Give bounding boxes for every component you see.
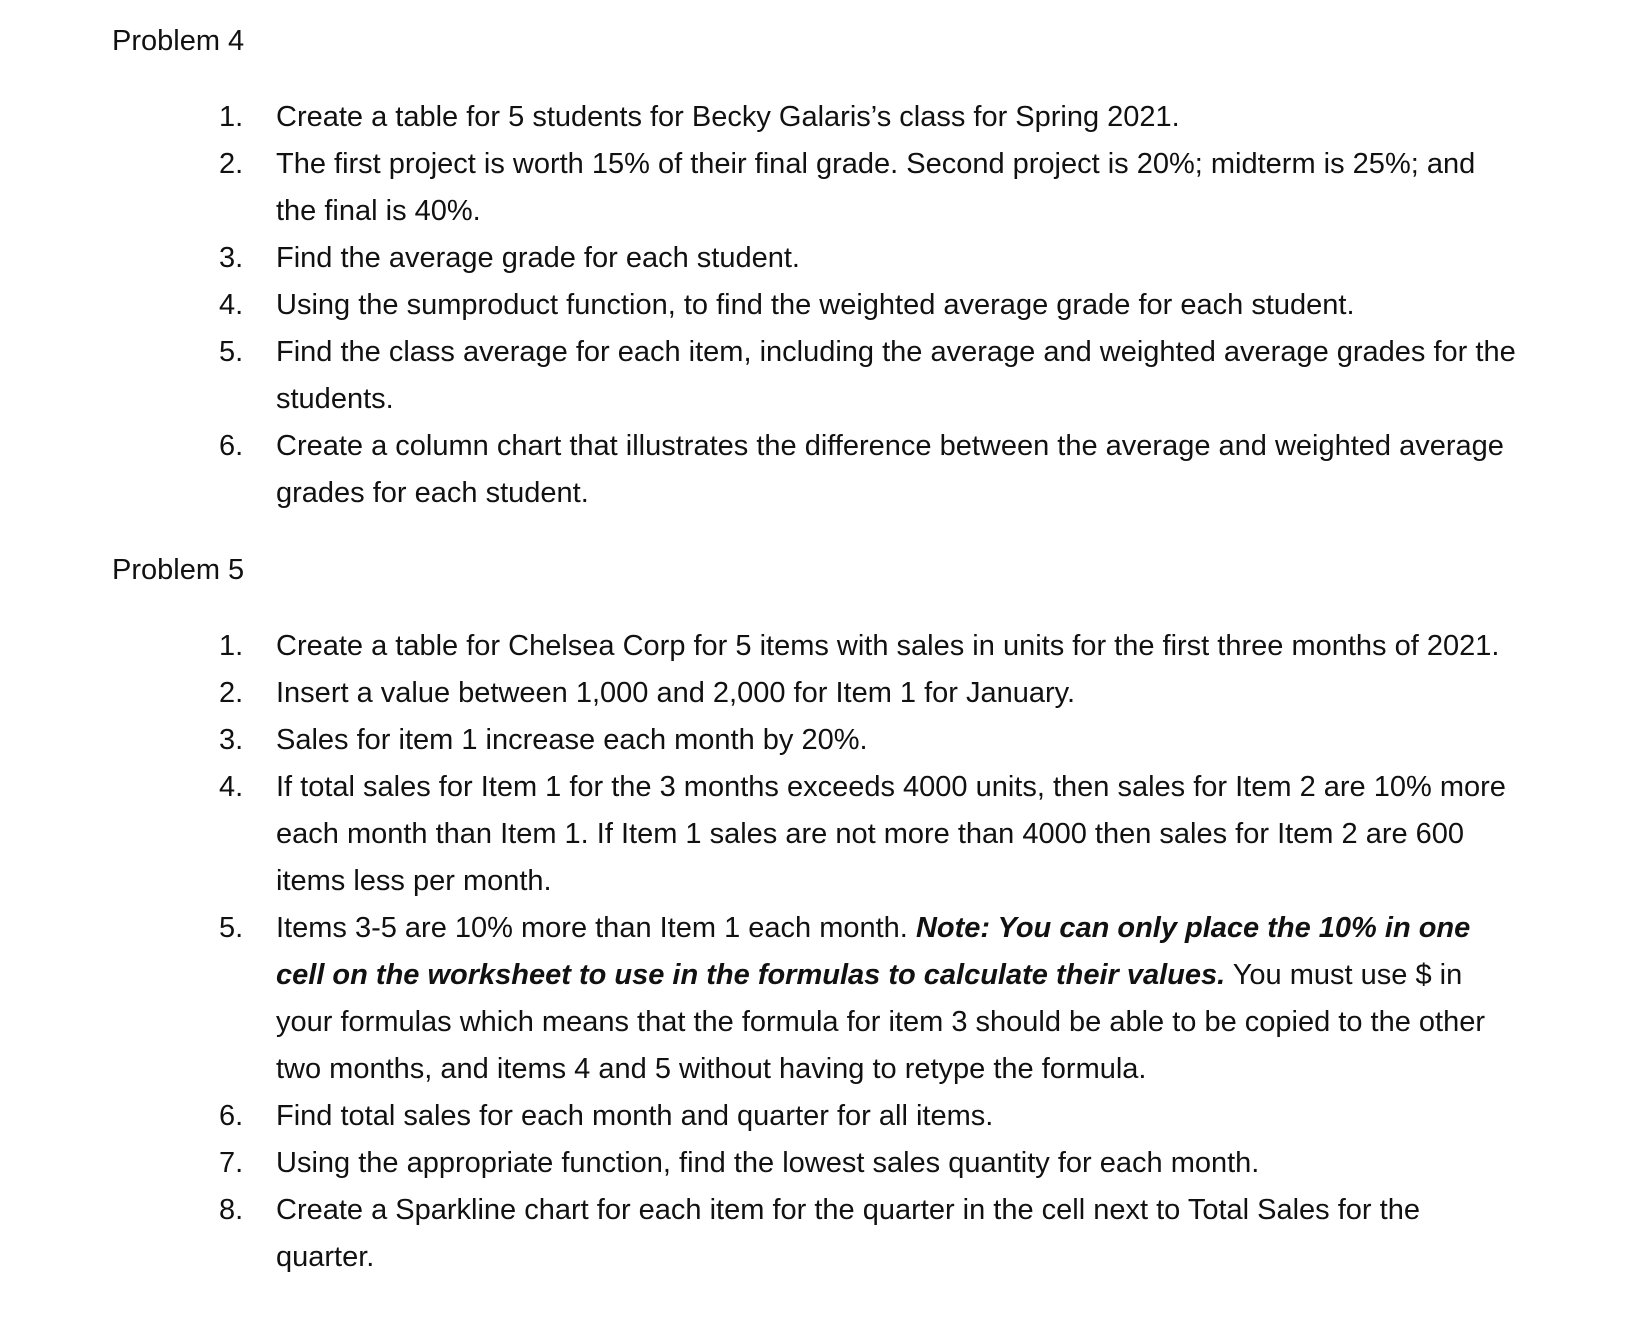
item-text: Create a column chart that illustrates the difference between the average and weighted average grades for each student. xyxy=(276,430,1504,509)
list-item xyxy=(0,235,1516,282)
list-item xyxy=(0,94,1516,141)
item-number: 2. xyxy=(219,677,244,709)
list-item xyxy=(0,1140,1516,1187)
item-number: 2. xyxy=(219,148,244,180)
list-item xyxy=(0,282,1516,329)
item-text: Create a Sparkline chart for each item for the quarter in the cell next to Total Sales for the quarter. xyxy=(276,1194,1420,1273)
list-item xyxy=(0,329,1516,423)
problem-5-heading: Problem 5 xyxy=(112,554,245,586)
list-item xyxy=(0,141,1516,235)
list-item xyxy=(0,1093,1516,1140)
item-number: 3. xyxy=(219,242,244,274)
list-item xyxy=(0,764,1516,905)
problem-4-heading: Problem 4 xyxy=(112,25,245,57)
item-text: Create a table for 5 students for Becky Galaris’s class for Spring 2021. xyxy=(276,101,1180,133)
item-text: Find the class average for each item, including the average and weighted average grades for the students. xyxy=(276,336,1516,415)
item-number: 8. xyxy=(219,1194,244,1226)
list-item xyxy=(0,905,1516,1093)
item-text: Create a table for Chelsea Corp for 5 items with sales in units for the first three months of 2021. xyxy=(276,630,1500,662)
item-text-before-note: Items 3-5 are 10% more than Item 1 each month. xyxy=(276,912,916,944)
item-number: 1. xyxy=(219,630,244,662)
item-number: 5. xyxy=(219,912,244,944)
note-text: Note: You can only place the 10% in one cell on the worksheet to use in the formulas to calculate their values. xyxy=(276,912,1471,991)
item-number: 4. xyxy=(219,289,244,321)
item-text-after-note: You must use $ in your formulas which means that the formula for item 3 should be able to be copied to the other two months, and items 4 and 5 without having to retype the formula. xyxy=(276,959,1486,1085)
item-number: 3. xyxy=(219,724,244,756)
item-text: Using the sumproduct function, to find the weighted average grade for each student. xyxy=(276,289,1355,321)
item-text: Using the appropriate function, find the lowest sales quantity for each month. xyxy=(276,1147,1260,1179)
item-number: 5. xyxy=(219,336,244,368)
list-item xyxy=(0,670,1516,717)
item-text: Find total sales for each month and quarter for all items. xyxy=(276,1100,994,1132)
item-text: Insert a value between 1,000 and 2,000 for Item 1 for January. xyxy=(276,677,1076,709)
list-item xyxy=(0,1187,1516,1281)
problem-5-list xyxy=(0,623,1638,1281)
item-text: If total sales for Item 1 for the 3 months exceeds 4000 units, then sales for Item 2 are 10% more each month than Item 1. If Item 1 sales are not more than 4000 then sales for Item 2 are 600 items less per month. xyxy=(276,771,1506,897)
item-number: 7. xyxy=(219,1147,244,1179)
item-text: The first project is worth 15% of their final grade. Second project is 20%; midterm is 25%; and the final is 40%. xyxy=(276,148,1476,227)
item-text: Find the average grade for each student. xyxy=(276,242,800,274)
list-item xyxy=(0,423,1516,517)
item-number: 6. xyxy=(219,430,244,462)
item-number: 1. xyxy=(219,101,244,133)
item-number: 4. xyxy=(219,771,244,803)
list-item xyxy=(0,623,1516,670)
item-number: 6. xyxy=(219,1100,244,1132)
problem-4-list xyxy=(0,94,1638,517)
item-text: Sales for item 1 increase each month by 20%. xyxy=(276,724,868,756)
list-item xyxy=(0,717,1516,764)
